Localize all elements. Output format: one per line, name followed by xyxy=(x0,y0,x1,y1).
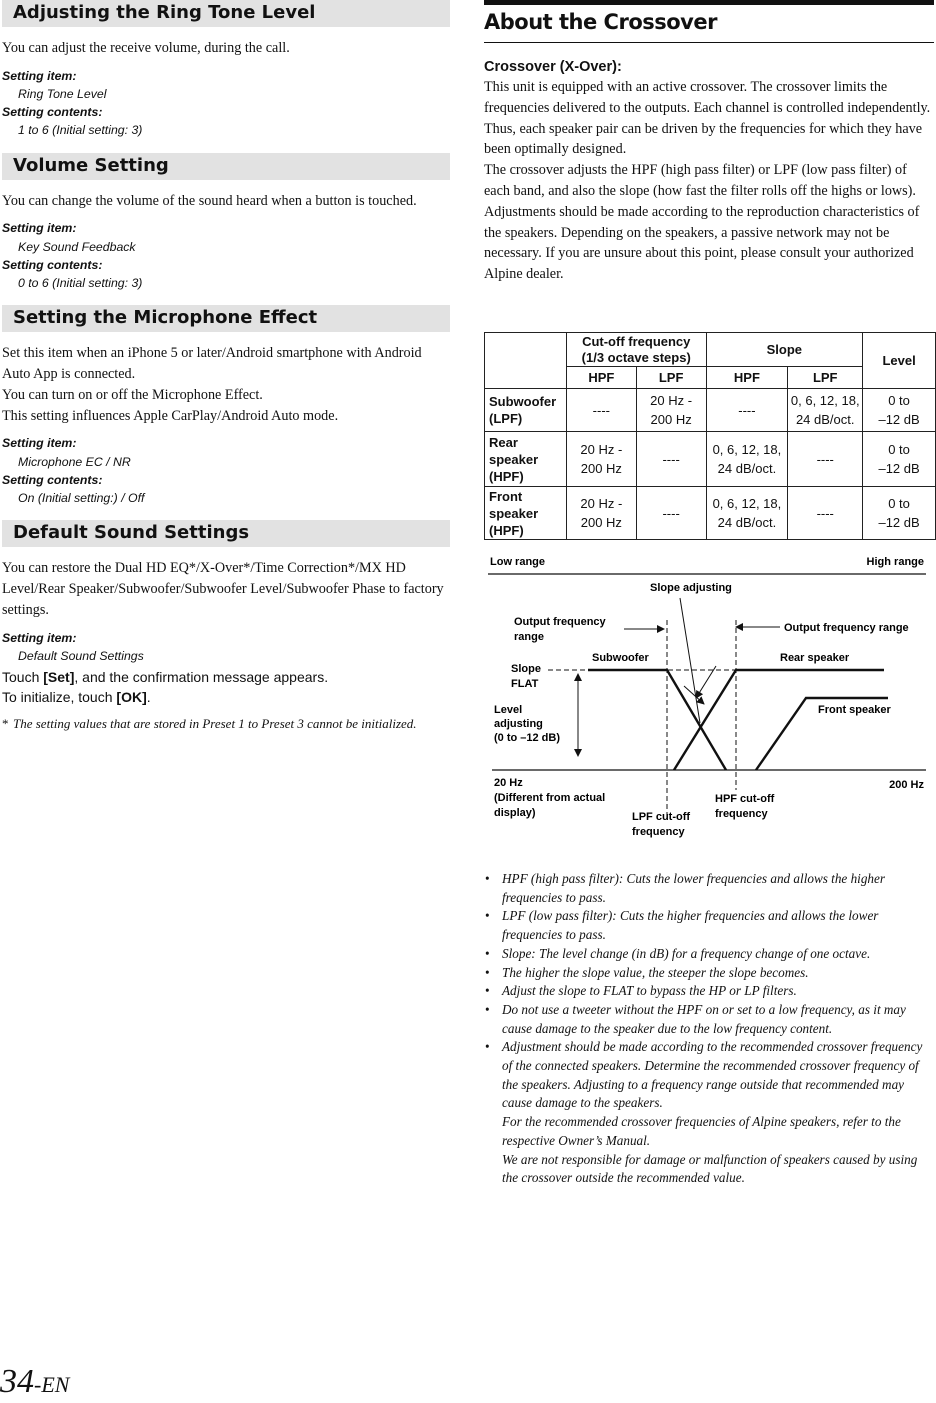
row-header-line: (LPF) xyxy=(489,411,523,426)
left-column xyxy=(2,0,450,734)
setting-contents-label: Setting contents: xyxy=(2,257,103,272)
right-column xyxy=(484,0,934,1186)
setting-item-value: Default Sound Settings xyxy=(18,648,144,663)
row-header xyxy=(485,389,567,432)
ring-tone-heading: Adjusting the Ring Tone Level xyxy=(2,0,450,27)
label-line: frequency xyxy=(715,808,768,820)
hz20-label xyxy=(494,807,536,819)
cell-line: 0 to xyxy=(888,393,910,408)
output-range-left-label xyxy=(514,616,607,628)
microphone-settings xyxy=(2,434,450,507)
cell-line: 200 Hz xyxy=(650,412,692,427)
instruction-text: , and the confirmation message appears. xyxy=(74,669,329,686)
cell-line: –12 dB xyxy=(878,515,920,530)
instruction-text: . xyxy=(146,689,151,706)
header-text: Cut-off frequency xyxy=(582,333,691,349)
microphone-desc-line: You can turn on or off the Microphone Effect. xyxy=(2,386,263,403)
cell-line: 20 Hz - xyxy=(580,442,623,457)
instruction-text: To initialize, touch xyxy=(2,689,117,706)
row-header-line: Subwoofer xyxy=(489,394,557,409)
label-line: 20 Hz xyxy=(494,777,523,789)
lpf-cutoff-label xyxy=(632,811,690,823)
ring-tone-desc: You can adjust the receive volume, during the call. xyxy=(2,40,290,56)
hpf-cutoff-label xyxy=(715,808,768,820)
row-header-line: (HPF) xyxy=(489,522,524,538)
table-cell xyxy=(863,487,936,540)
microphone-desc-line: Set this item when an iPhone 5 or later/Android smartphone with Android Auto App is connected. xyxy=(2,345,422,383)
cell-line: 24 dB/oct. xyxy=(717,461,777,476)
list-item: • LPF (low pass filter): Cuts the higher frequencies and allows the lower frequencies to pass. xyxy=(484,907,934,944)
label-line: (0 to –12 dB) xyxy=(494,732,561,744)
cell-line: 0 to xyxy=(888,442,910,457)
label-line: (Different from actual xyxy=(494,792,606,804)
hz20-label xyxy=(494,777,523,789)
table-cell: ---- xyxy=(636,487,706,540)
hpf-header: HPF xyxy=(706,367,788,389)
output-range-left-label xyxy=(514,631,544,643)
row-header-line: speaker xyxy=(489,451,539,467)
rear-speaker-curve xyxy=(674,670,884,770)
lpf-cutoff-label xyxy=(632,826,685,838)
setting-contents-value: 0 to 6 (Initial setting: 3) xyxy=(18,276,143,291)
label-line: display) xyxy=(494,807,536,819)
slope-adjusting-label: Slope adjusting xyxy=(650,582,732,594)
row-header-line: Rear xyxy=(489,434,518,450)
touch-set-instruction xyxy=(2,667,450,687)
setting-item-label: Setting item: xyxy=(2,221,77,236)
note-paragraph: • Adjustment should be made according to the recommended crossover frequency of the connected speakers. Determine the recommended crossover frequency of the speakers. Adjusting to a frequency range outside that recommended may cause damage to the speakers. xyxy=(502,1039,923,1111)
ring-tone-settings xyxy=(2,67,450,140)
hpf-header: HPF xyxy=(566,367,636,389)
slope-flat-label xyxy=(511,663,541,675)
crossover-subtitle: Crossover (X-Over): xyxy=(484,59,622,75)
setting-contents-value: On (Initial setting:) / Off xyxy=(18,491,145,506)
list-item: • Do not use a tweeter without the HPF on or set to a low frequency, as it may cause damage to the speaker due to the low frequency content. xyxy=(484,1001,934,1038)
row-header-line: (HPF) xyxy=(489,468,524,484)
table-row xyxy=(485,389,936,432)
cell-line: 0, 6, 12, 18, xyxy=(790,393,860,408)
cell-line: 0, 6, 12, 18, xyxy=(712,496,782,511)
cell-line: –12 dB xyxy=(878,461,920,476)
label-line: Level xyxy=(494,704,523,716)
crossover-diagram xyxy=(484,548,936,848)
slope-pointer-line xyxy=(680,598,700,723)
footnote xyxy=(2,715,450,734)
table-cell xyxy=(566,487,636,540)
cell-line: 200 Hz xyxy=(580,515,622,530)
crossover-paragraph: Adjustments should be made according to the reproduction characteristics of the speakers. Depending on the speakers, a passive network may not be necessary. If you are unsure about this point, please consult your authorized Alpine dealer. xyxy=(484,203,920,283)
low-range-label: Low range xyxy=(490,556,546,568)
table-cell: ---- xyxy=(788,487,863,540)
label-line: Output frequency xyxy=(514,616,606,628)
footnote-text: The setting values that are stored in Preset 1 to Preset 3 cannot be initialized. xyxy=(13,716,417,732)
set-key: [Set] xyxy=(43,669,75,686)
table-cell xyxy=(706,487,788,540)
cell-line: 24 dB/oct. xyxy=(795,412,855,427)
crossover-paragraph: This unit is equipped with an active crossover. The crossover limits the frequencies delivered to the outputs. Each channel is controlled independently. Thus, each speaker pair can be driven by the frequencies for which they have been optimally designed. xyxy=(484,79,931,158)
slope-header: Slope xyxy=(706,333,863,367)
high-range-label: High range xyxy=(866,556,924,568)
level-adjusting-label xyxy=(494,732,560,744)
crossover-notes xyxy=(484,870,934,1188)
label-line: Slope xyxy=(511,663,541,675)
cutoff-header xyxy=(566,333,706,367)
setting-contents-label: Setting contents: xyxy=(2,105,103,120)
table-cell: ---- xyxy=(636,432,706,487)
setting-contents-value: 1 to 6 (Initial setting: 3) xyxy=(18,123,143,138)
setting-item-label: Setting item: xyxy=(2,68,77,83)
label-line: FLAT xyxy=(511,678,539,690)
slope-arrow xyxy=(684,686,704,704)
cell-line: 24 dB/oct. xyxy=(717,515,777,530)
hz20-label xyxy=(494,792,605,804)
list-item: • HPF (high pass filter): Cuts the lower frequencies and allows the higher frequencies to pass. xyxy=(484,870,934,907)
cell-line: 20 Hz - xyxy=(650,393,693,408)
row-header-line: Front xyxy=(489,488,523,504)
label-line: adjusting xyxy=(494,718,543,730)
header-text: (1/3 octave steps) xyxy=(581,349,691,365)
level-adjusting-label xyxy=(494,718,543,730)
subwoofer-label: Subwoofer xyxy=(592,652,649,664)
crossover-table xyxy=(484,332,936,540)
cell-line: 20 Hz - xyxy=(580,496,623,511)
row-header-line: speaker xyxy=(489,505,539,521)
page-number-suffix: -EN xyxy=(34,1372,70,1397)
note-paragraph: For the recommended crossover frequencies of Alpine speakers, refer to the respective Owner’s Manual. xyxy=(502,1114,901,1148)
cell-line: 0 to xyxy=(888,496,910,511)
setting-item-value: Key Sound Feedback xyxy=(18,239,136,254)
default-sound-heading: Default Sound Settings xyxy=(2,520,450,547)
crossover-paragraph: The crossover adjusts the HPF (high pass filter) or LPF (low pass filter) of each band, and also the slope (how fast the filter rolls off the highs or lows). xyxy=(484,162,916,199)
table-cell xyxy=(863,389,936,432)
setting-item-value: Microphone EC / NR xyxy=(18,454,131,469)
slope-arrow xyxy=(696,666,716,698)
cell-line: –12 dB xyxy=(878,412,920,427)
label-line: LPF cut-off xyxy=(632,811,691,823)
footnote-mark: * xyxy=(2,716,9,732)
hz200-label: 200 Hz xyxy=(889,779,924,791)
row-header xyxy=(485,487,567,540)
table-cell xyxy=(706,432,788,487)
hpf-cutoff-label xyxy=(715,793,775,805)
default-sound-desc: You can restore the Dual HD EQ*/X-Over*/Time Correction*/MX HD Level/Rear Speaker/Subwoofer/Subwoofer Level/Subwoofer Phase to factory settings. xyxy=(2,560,444,618)
level-adjusting-label xyxy=(494,704,522,716)
page-number xyxy=(0,1364,69,1403)
table-row xyxy=(485,487,936,540)
level-header: Level xyxy=(863,333,936,389)
lpf-header: LPF xyxy=(636,367,706,389)
table-corner xyxy=(485,333,567,389)
setting-contents-label: Setting contents: xyxy=(2,472,103,487)
ok-key: [OK] xyxy=(116,689,147,706)
front-speaker-label: Front speaker xyxy=(818,704,891,716)
default-sound-settings xyxy=(2,629,450,665)
setting-item-value: Ring Tone Level xyxy=(18,87,107,101)
page-number-value: 34 xyxy=(0,1363,34,1400)
note-paragraph: We are not responsible for damage or malfunction of speakers caused by using the crossover outside the recommended value. xyxy=(502,1151,918,1186)
lpf-header: LPF xyxy=(788,367,863,389)
table-cell: ---- xyxy=(788,432,863,487)
volume-desc: You can change the volume of the sound heard when a button is touched. xyxy=(2,192,417,209)
microphone-desc-line: This setting influences Apple CarPlay/Android Auto mode. xyxy=(2,407,339,424)
table-cell xyxy=(636,389,706,432)
cell-line: 0, 6, 12, 18, xyxy=(712,442,782,457)
list-item: • The higher the slope value, the steeper the slope becomes. xyxy=(484,964,934,983)
microphone-effect-heading: Setting the Microphone Effect xyxy=(2,305,450,332)
setting-item-label: Setting item: xyxy=(2,630,77,645)
setting-item-label: Setting item: xyxy=(2,436,77,451)
output-range-right-label: Output frequency range xyxy=(784,622,909,634)
table-cell: ---- xyxy=(566,389,636,432)
list-item: • Slope: The level change (in dB) for a frequency change of one octave. xyxy=(484,945,934,964)
instruction-text: Touch xyxy=(2,669,44,686)
list-item xyxy=(484,1038,934,1188)
label-line: HPF cut-off xyxy=(715,793,775,805)
table-cell xyxy=(566,432,636,487)
crossover-title: About the Crossover xyxy=(484,0,934,43)
label-line: range xyxy=(514,631,544,643)
table-cell xyxy=(788,389,863,432)
table-row xyxy=(485,432,936,487)
touch-ok-instruction xyxy=(2,687,450,707)
table-cell: ---- xyxy=(706,389,788,432)
volume-settings xyxy=(2,219,450,292)
volume-setting-heading: Volume Setting xyxy=(2,153,450,180)
list-item: • Adjust the slope to FLAT to bypass the HP or LP filters. xyxy=(484,982,934,1001)
cell-line: 200 Hz xyxy=(580,461,622,476)
slope-flat-label xyxy=(511,678,539,690)
row-header xyxy=(485,432,567,487)
table-cell xyxy=(863,432,936,487)
microphone-desc xyxy=(2,343,450,426)
rear-speaker-label: Rear speaker xyxy=(780,652,850,664)
label-line: frequency xyxy=(632,826,685,838)
